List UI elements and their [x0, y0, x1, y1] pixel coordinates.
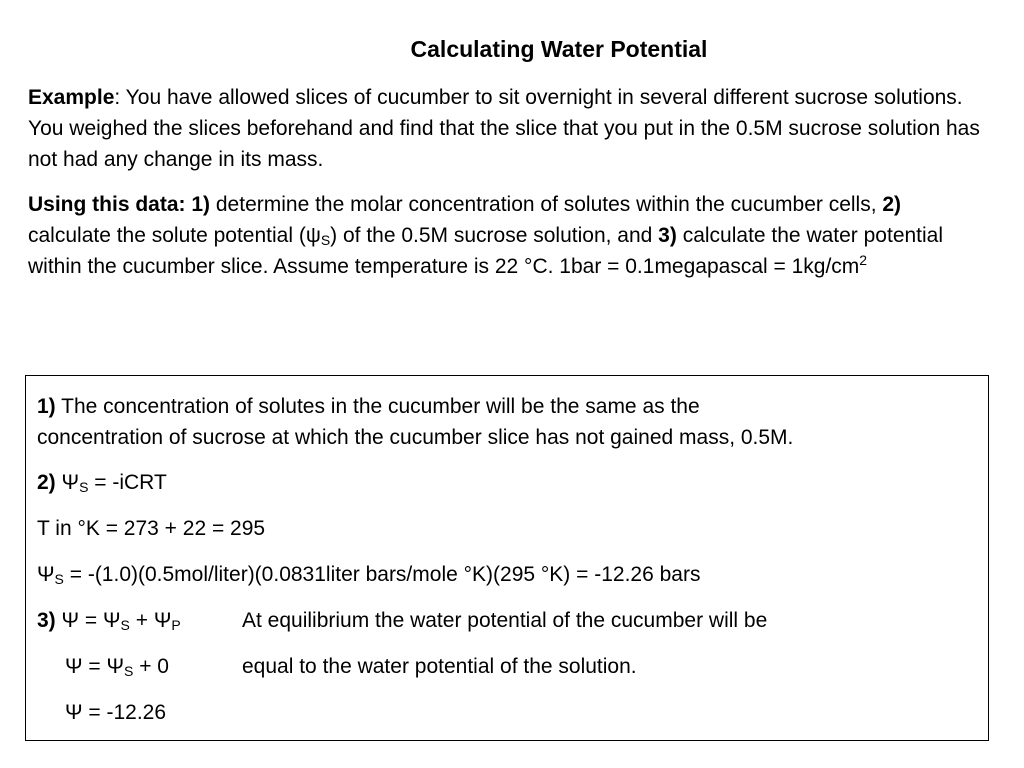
- instruction-number-1: 1): [191, 193, 211, 216]
- answer-3-note-1: At equilibrium the water potential of the cucumber will be: [242, 609, 768, 632]
- instruction-number-3: 3): [658, 224, 677, 247]
- answer-1-line-2: concentration of sucrose at which the cucumber slice has not gained mass, 0.5M.: [37, 426, 794, 449]
- instruction-superscript-2: 2: [859, 252, 868, 268]
- instruction-text-3: calculate the water potential within the cucumber slice. Assume temperature is 22 °C. 1bar = 0.1megapascal = 1kg/cm: [28, 224, 944, 278]
- answer-temperature-line: T in °K = 273 + 22 = 295: [37, 517, 266, 540]
- answer-3-equation-2: [65, 651, 169, 682]
- answer-solute-potential-line: [37, 559, 700, 590]
- answer-4-subscript: S: [54, 571, 64, 587]
- answer-2-number: 2): [37, 471, 56, 494]
- answer-1-line-1: [37, 391, 700, 422]
- answer-1-text-1: The concentration of solutes in the cucumber will be the same as the: [55, 395, 700, 418]
- instruction-number-2: 2): [882, 193, 902, 216]
- example-label: Example: [28, 86, 115, 109]
- answer-4-rest: = -(1.0)(0.5mol/liter)(0.0831liter bars/mole °K)(295 °K) = -12.26 bars: [63, 563, 701, 586]
- answer-2-psi: Ψ: [55, 471, 80, 494]
- instruction-text-1: determine the molar concentration of solutes within the cucumber cells,: [210, 193, 883, 216]
- instruction-text-2a: calculate the solute potential (ψ: [28, 224, 321, 247]
- answer-3-result: Ψ = -12.26: [65, 701, 167, 724]
- answer-3-eq-a: Ψ = Ψ: [55, 609, 121, 632]
- instruction-text-2b: ) of the 0.5M sucrose solution, and: [330, 224, 659, 247]
- page-title: Calculating Water Potential: [410, 36, 708, 62]
- example-text: : You have allowed slices of cucumber to sit overnight in several different sucrose solutions. You weighed the slices beforehand and find that the slice that you put in the 0.5M sucrose solution has not had any change in its mass.: [28, 86, 980, 171]
- example-paragraph: [28, 82, 988, 175]
- answer-3-note-2: equal to the water potential of the solution.: [242, 655, 637, 678]
- instruction-subscript-s: S: [320, 232, 331, 248]
- answer-2-subscript: S: [79, 479, 89, 495]
- answer-6-subscript: S: [124, 663, 134, 679]
- answer-3-number: 3): [37, 609, 56, 632]
- answer-4-psi: Ψ: [37, 563, 55, 586]
- answer-3-subscript-p: P: [171, 617, 181, 633]
- answer-3-subscript-s: S: [120, 617, 130, 633]
- answer-1-number: 1): [37, 395, 56, 418]
- answer-6-eq-a: Ψ = Ψ: [65, 655, 125, 678]
- answer-2-rest: = -iCRT: [88, 471, 167, 494]
- answer-3-eq-b: + Ψ: [129, 609, 172, 632]
- answer-2-formula: [37, 467, 167, 498]
- answer-6-eq-b: + 0: [133, 655, 169, 678]
- instructions-paragraph: [28, 189, 988, 282]
- answer-box: [25, 375, 989, 741]
- answer-3-equation: [37, 605, 181, 636]
- instructions-lead: Using this data:: [28, 193, 192, 216]
